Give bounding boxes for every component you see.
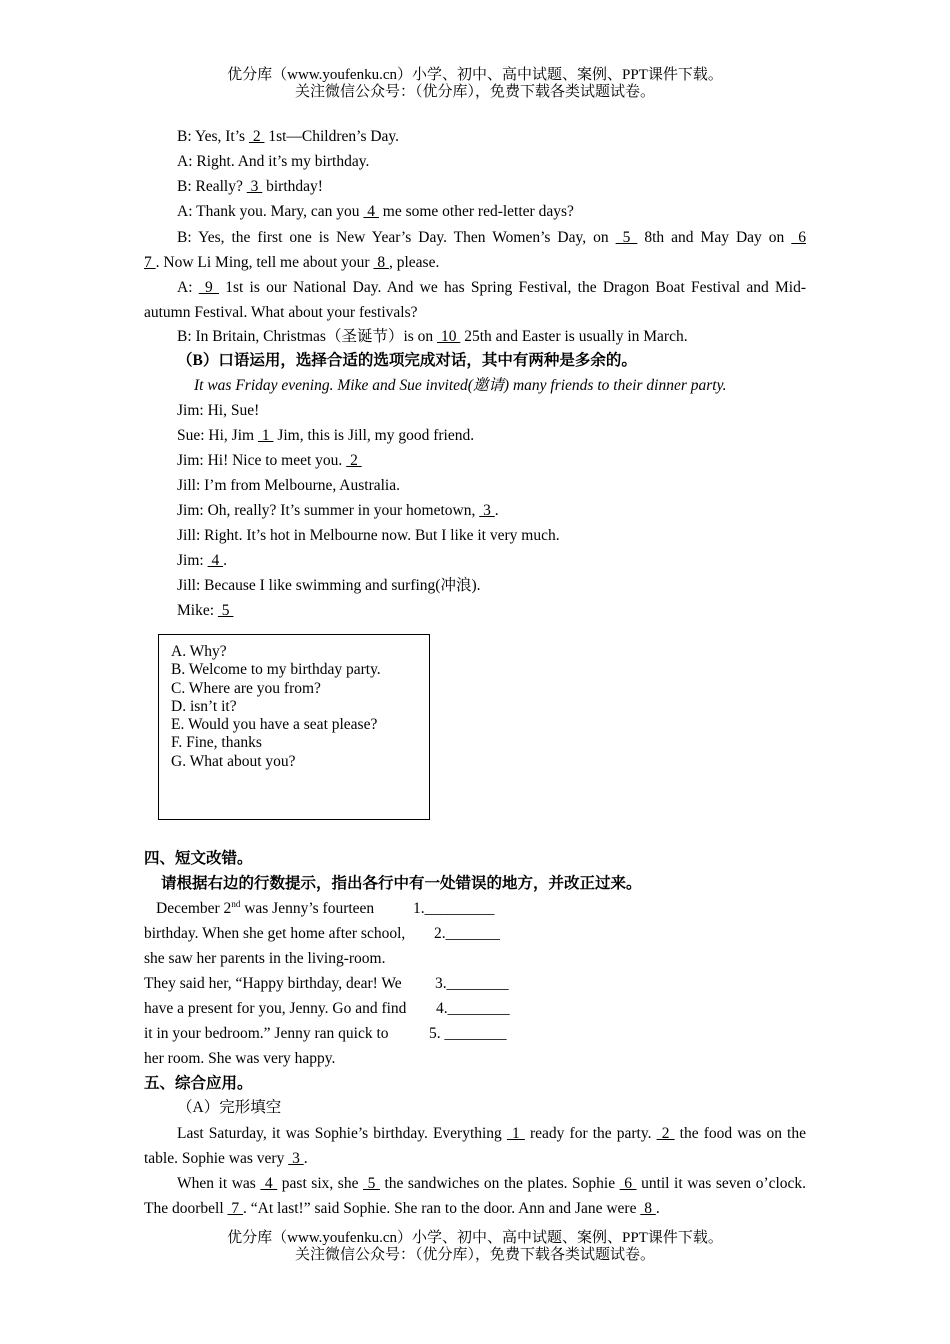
blank: 7 <box>227 1200 244 1217</box>
section-5-title: 五、综合应用。 <box>144 1075 253 1092</box>
cloze-paragraph-1: Last Saturday, it was Sophie’s birthday. Everything 1 ready for the party. 2 the food was on the table. Sophie was very 3 . <box>144 1125 806 1167</box>
option-item: C. Where are you from? <box>171 679 321 697</box>
part-b-heading: （B）口语运用，选择合适的选项完成对话，其中有两种是多余的。 <box>177 352 637 369</box>
dialog-line: Jill: Because I like swimming and surfing(冲浪). <box>177 577 481 594</box>
blank: 6 <box>619 1175 637 1192</box>
dialog-line: A: Right. And it’s my birthday. <box>177 153 370 170</box>
blank: 8 <box>373 254 389 271</box>
cloze-paragraph-2: When it was 4 past six, she 5 the sandwiches on the plates. Sophie 6 until it was seven o’clock. The doorbell 7 . “At last!” said Sophie. She ran to the door. Ann and Jane were 8 . <box>144 1175 807 1217</box>
dialog-paragraph-b-5: B: Yes, the first one is New Year’s Day. Then Women’s Day, on 5 8th and May Day on 6 7 . Now Li Ming, tell me about your 8 , please. <box>144 229 807 271</box>
option-item: B. Welcome to my birthday party. <box>171 661 381 679</box>
dialog-line: Jill: Right. It’s hot in Melbourne now. But I like it very much. <box>177 527 560 544</box>
dialog-line-b-10: B: In Britain, Christmas（圣诞节）is on 10 25th and Easter is usually in March. <box>177 328 688 345</box>
answer-blank-1: 1._________ <box>413 900 495 917</box>
blank: 5 <box>615 229 638 246</box>
correction-line-2: birthday. When she get home after school, <box>144 925 406 942</box>
blank: 5 <box>363 1175 380 1192</box>
dialog-line-b-3: B: Really? 3 birthday! <box>177 178 323 195</box>
answer-blank-2: 2._______ <box>434 925 500 942</box>
options-box <box>158 634 430 820</box>
blank: 5 <box>217 602 234 619</box>
correction-line-7: her room. She was very happy. <box>144 1050 336 1067</box>
dialog-line: Jill: I’m from Melbourne, Australia. <box>177 477 400 494</box>
blank: 3 <box>288 1150 304 1167</box>
option-item: E. Would you have a seat please? <box>171 716 378 734</box>
blank: 1 <box>506 1125 525 1142</box>
blank: 2 <box>248 128 265 145</box>
correction-line-6: it in your bedroom.” Jenny ran quick to <box>144 1025 389 1042</box>
answer-blank-3: 3.________ <box>435 975 509 992</box>
blank: 7 <box>144 254 156 271</box>
section-4-instruction: 请根据右边的行数提示，指出各行中有一处错误的地方，并改正过来。 <box>161 875 642 892</box>
page-header <box>0 67 950 101</box>
blank: 4 <box>260 1175 278 1192</box>
option-item: G. What about you? <box>171 752 296 770</box>
correction-line-3: she saw her parents in the living-room. <box>144 950 386 967</box>
blank: 2 <box>346 452 362 469</box>
dialog-line-b-2: B: Yes, It’s 2 1st—Children’s Day. <box>177 128 400 145</box>
dialog-line: Jim: Hi! Nice to meet you. 2 <box>177 452 362 469</box>
option-item: F. Fine, thanks <box>171 734 262 752</box>
blank: 9 <box>198 279 219 296</box>
blank: 3 <box>246 178 263 195</box>
dialog-line: Jim: Oh, really? It’s summer in your hometown, 3 . <box>177 502 499 519</box>
option-item: D. isn’t it? <box>171 697 237 715</box>
correction-line-5: have a present for you, Jenny. Go and find <box>144 1000 407 1017</box>
part-b-intro: It was Friday evening. Mike and Sue invited(邀请) many friends to their dinner party. <box>194 377 727 394</box>
blank: 4 <box>207 552 224 569</box>
answer-blank-5: 5. ________ <box>429 1025 507 1042</box>
dialog-line: Jim: 4 . <box>177 552 227 569</box>
blank: 1 <box>257 427 274 444</box>
footer-line-2: 关注微信公众号：（优分库），免费下载各类试题试卷。 <box>294 1247 655 1263</box>
dialog-line: Jim: Hi, Sue! <box>177 402 260 419</box>
header-line-2: 关注微信公众号：（优分库），免费下载各类试题试卷。 <box>294 84 655 100</box>
blank: 6 <box>791 229 807 246</box>
option-item: A. Why? <box>171 643 227 660</box>
footer-line-1: 优分库（www.youfenku.cn）小学、初中、高中试题、案例、PPT课件下载。 <box>227 1230 723 1246</box>
correction-line-4: They said her, “Happy birthday, dear! We <box>144 975 402 992</box>
section-4-title: 四、短文改错。 <box>144 850 253 867</box>
page-footer <box>0 1230 950 1264</box>
correction-line-1: December 2nd was Jenny’s fourteen <box>156 898 375 917</box>
section-5-subtitle: （A）完形填空 <box>177 1099 282 1116</box>
blank: 2 <box>656 1125 675 1142</box>
dialog-line: Sue: Hi, Jim 1 Jim, this is Jill, my good friend. <box>177 427 475 444</box>
header-line-1: 优分库（www.youfenku.cn）小学、初中、高中试题、案例、PPT课件下载。 <box>227 67 723 83</box>
blank: 8 <box>640 1200 656 1217</box>
dialog-line-a-4: A: Thank you. Mary, can you 4 me some other red-letter days? <box>177 203 574 220</box>
dialog-line: Mike: 5 <box>177 602 234 619</box>
dialog-paragraph-a-9: A: 9 1st is our National Day. And we has Spring Festival, the Dragon Boat Festival and Mid-autumn Festival. What about your festivals? <box>144 279 807 321</box>
blank: 10 <box>437 328 461 345</box>
blank: 4 <box>363 203 379 220</box>
answer-blank-4: 4.________ <box>436 1000 510 1017</box>
blank: 3 <box>479 502 495 519</box>
